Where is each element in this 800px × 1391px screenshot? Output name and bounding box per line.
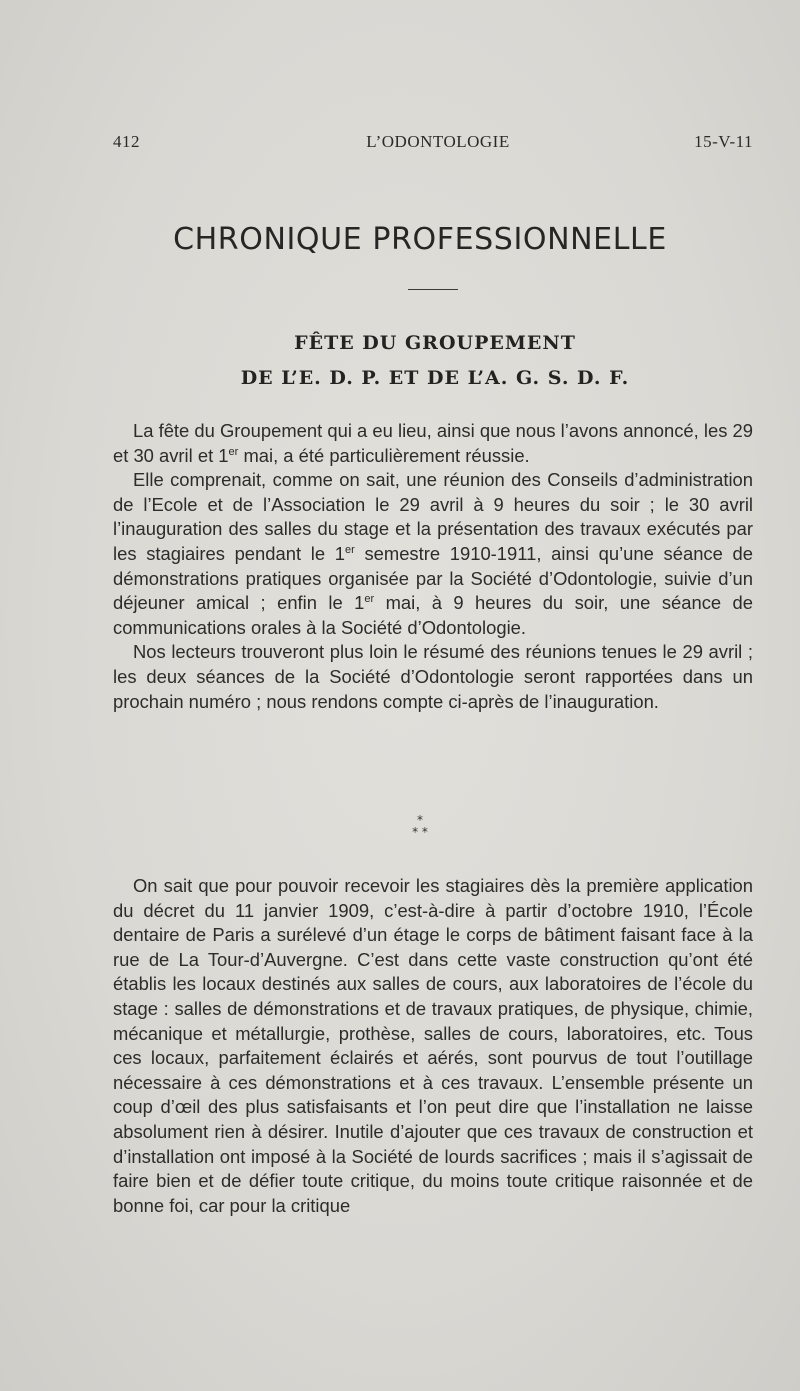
journal-title: L’ODONTOLOGIE	[366, 132, 510, 151]
section-title: CHRONIQUE PROFESSIONNELLE	[173, 222, 667, 257]
article-title-line-2: DE L’E. D. P. ET DE L’A. G. S. D. F.	[240, 367, 630, 389]
body-block-1	[113, 419, 753, 714]
asterism-bottom: * *	[412, 825, 428, 839]
paragraph-2: Elle comprenait, comme on sait, une réunion des Conseils d’administration de l’Ecole et de l’Association le 29 avril à 9 heures du soir ; le 30 avril l’inauguration des salles du stage et la présentation des travaux exécutés par les stagiaires pendant le 1er semestre 1910-1911, ainsi qu’une séance de démonstrations pratiques organisée par la Société d’Odontologie, suivie d’un déjeuner amical ; enfin le 1er mai, à 9 heures du soir, une séance de communications orales à la Société d’Odontologie.	[113, 469, 753, 638]
article-title-line-1: FÊTE DU GROUPEMENT	[294, 332, 576, 354]
paragraph-3: Nos lecteurs trouveront plus loin le résumé des réunions tenues le 29 avril ; les deux séances de la Société d’Odontologie seront rapportées dans un prochain numéro ; nous rendons compte ci-après de l’inauguration.	[113, 641, 753, 712]
title-rule	[408, 289, 458, 290]
body-block-2	[113, 874, 753, 1218]
paragraph-1: La fête du Groupement qui a eu lieu, ainsi que nous l’avons annoncé, les 29 et 30 avril et 1er mai, a été particulièrement réussie.	[113, 420, 753, 466]
running-head	[113, 132, 753, 156]
issue-date: 15-V-11	[694, 132, 753, 151]
page-number: 412	[113, 132, 140, 151]
asterism-top: *	[417, 813, 423, 827]
paragraph-4: On sait que pour pouvoir recevoir les stagiaires dès la première application du décret du 11 janvier 1909, c’est-à-dire à partir d’octobre 1910, l’École dentaire de Paris a surélevé d’un étage le corps de bâtiment faisant face à la rue de La Tour-d’Auvergne. C’est dans cette vaste construction qu’ont été établis les locaux destinés aux salles de cours, aux laboratoires de l’école du stage : salles de démonstrations et de travaux pratiques, de physique, chimie, mécanique et métallurgie, prothèse, salles de cours, laboratoires, etc. Tous ces locaux, parfaitement éclairés et aérés, sont pourvus de tout l’outillage nécessaire à ces démonstrations et à ces travaux. L’ensemble présente un coup d’œil des plus satisfaisants et l’on peut dire que l’installation ne laisse absolument rien à désirer. Inutile d’ajouter que ces travaux de construction et d’installation ont imposé à la Société de lourds sacrifices ; mais il s’agissait de faire bien et de défier toute critique, du moins toute critique raisonnée et de bonne foi, car pour la critique	[113, 875, 753, 1216]
asterism-separator	[400, 814, 440, 838]
